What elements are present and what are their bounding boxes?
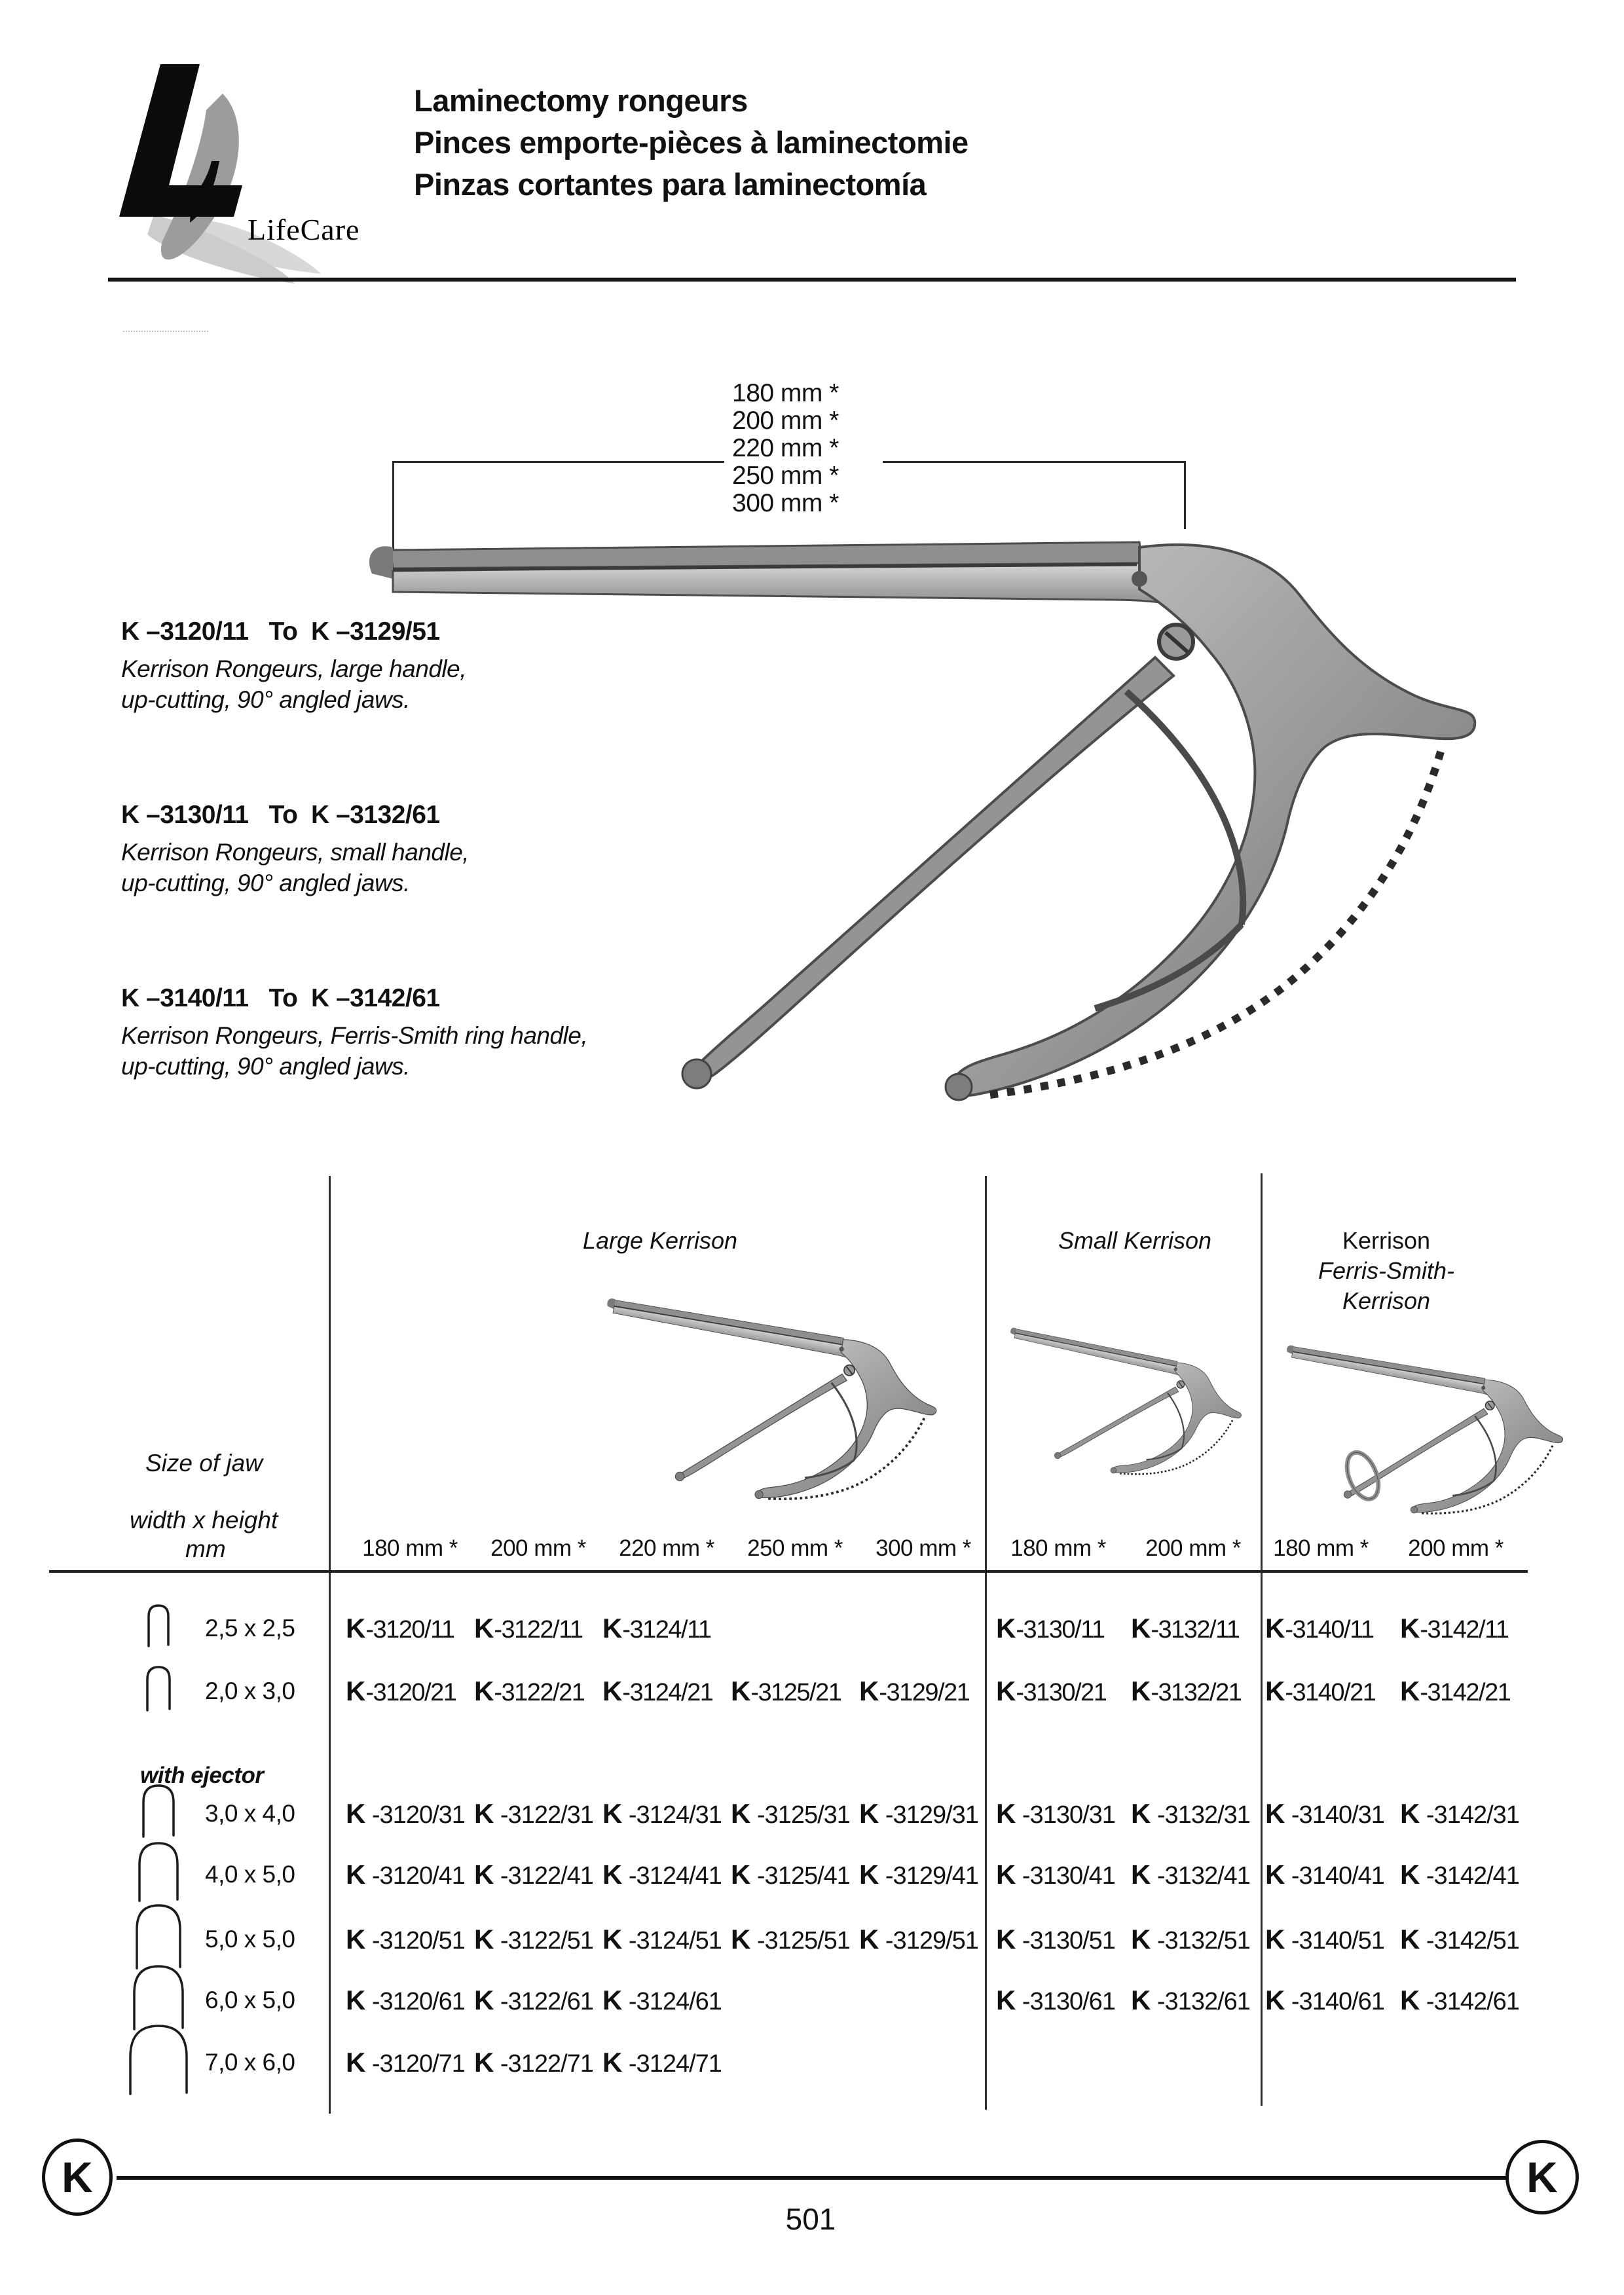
code-suffix: -3129/41: [879, 1862, 978, 1890]
product-code-cell: [602, 1923, 722, 1957]
code-prefix: K: [1265, 1676, 1285, 1706]
code-prefix: K: [1265, 1924, 1285, 1955]
code-prefix: K: [474, 1613, 494, 1643]
code-suffix: -3120/21: [365, 1679, 456, 1706]
footer-rule: [117, 2176, 1506, 2180]
code-prefix: K: [346, 1676, 366, 1706]
code-suffix: -3124/11: [622, 1616, 711, 1643]
jaw-size-label: 5,0 x 5,0: [205, 1926, 295, 1953]
small-kerrison-image: [987, 1308, 1243, 1570]
code-prefix: K: [1131, 1798, 1151, 1829]
code-prefix: K: [859, 1798, 879, 1829]
product-code-cell: [1400, 1675, 1510, 1709]
code-suffix: -3120/71: [365, 2050, 465, 2078]
product-code-cell: [1265, 1612, 1374, 1646]
code-prefix: K: [474, 1985, 494, 2015]
product-code-cell: [731, 1923, 850, 1957]
column-header: 180 mm *: [362, 1535, 458, 1561]
size-of-jaw-label: Size of jaw: [145, 1450, 263, 1477]
product-code-cell: [602, 1612, 711, 1646]
code-suffix: -3140/11: [1285, 1616, 1374, 1643]
code-suffix: -3125/41: [750, 1862, 850, 1890]
product-code-cell: [731, 1858, 850, 1892]
jaw-profile-icon: [145, 1664, 172, 1713]
product-code-cell: [996, 1612, 1105, 1646]
code-prefix: K: [1131, 1676, 1151, 1706]
code-suffix: -3142/21: [1420, 1679, 1511, 1706]
length-label: 250 mm *: [732, 462, 839, 490]
code-suffix: -3120/41: [365, 1862, 465, 1890]
code-prefix: K: [474, 1676, 494, 1706]
code-suffix: -3140/21: [1285, 1679, 1376, 1706]
table-divider-2: [985, 1176, 987, 2110]
code-prefix: K: [474, 1924, 494, 1955]
product-code-cell: [1400, 1612, 1509, 1646]
code-prefix: K: [474, 2047, 494, 2078]
code-prefix: K: [996, 1859, 1016, 1890]
code-suffix: -3130/21: [1016, 1679, 1107, 1706]
code-suffix: -3142/51: [1420, 1927, 1519, 1955]
code-suffix: -3140/41: [1285, 1862, 1384, 1890]
product-code-cell: [346, 1984, 465, 2018]
product-code-cell: [1131, 1612, 1240, 1646]
code-suffix: -3125/31: [750, 1801, 850, 1829]
product-code-cell: [602, 1797, 722, 1831]
code-suffix: -3130/41: [1016, 1862, 1115, 1890]
product-code-cell: [346, 2046, 465, 2080]
column-header: 180 mm *: [1010, 1535, 1106, 1561]
product-desc-line2: up-cutting, 90° angled jaws.: [121, 1053, 410, 1080]
code-prefix: K: [1265, 1859, 1285, 1890]
code-prefix: K: [1400, 1924, 1420, 1955]
length-label: 200 mm *: [732, 407, 839, 435]
product-code-range: K –3140/11 To K –3142/61: [121, 984, 440, 1012]
product-code-cell: [859, 1923, 978, 1957]
code-suffix: -3120/31: [365, 1801, 465, 1829]
page-title-en: Laminectomy rongeurs: [414, 83, 748, 118]
code-prefix: K: [1131, 1924, 1151, 1955]
code-prefix: K: [1400, 1613, 1420, 1643]
product-code-cell: [996, 1675, 1106, 1709]
tab-letter-right: K: [1505, 2140, 1579, 2214]
product-code-cell: [474, 1984, 593, 2018]
code-suffix: -3120/11: [365, 1616, 454, 1643]
product-code-range: K –3120/11 To K –3129/51: [121, 617, 440, 646]
code-suffix: -3142/41: [1420, 1862, 1519, 1890]
product-code-cell: [731, 1797, 850, 1831]
page-title-es: Pinzas cortantes para laminectomía: [414, 167, 927, 202]
code-prefix: K: [346, 1798, 366, 1829]
code-suffix: -3129/21: [879, 1679, 970, 1706]
code-suffix: -3130/51: [1016, 1927, 1115, 1955]
code-prefix: K: [996, 1676, 1016, 1706]
product-code-cell: [346, 1675, 456, 1709]
code-prefix: K: [1265, 1613, 1285, 1643]
length-label: 300 mm *: [732, 489, 839, 517]
bracket-line-right: [883, 461, 1185, 463]
product-code-cell: [602, 2046, 722, 2080]
code-suffix: -3122/21: [494, 1679, 585, 1706]
product-code-cell: [1265, 1675, 1375, 1709]
product-code-cell: [1131, 1858, 1250, 1892]
jaw-profile-icon: [141, 1783, 176, 1839]
code-prefix: K: [602, 1859, 623, 1890]
with-ejector-label: with ejector: [140, 1763, 264, 1788]
column-header: 300 mm *: [876, 1535, 971, 1561]
product-code-cell: [474, 1675, 584, 1709]
code-prefix: K: [602, 1613, 623, 1643]
code-prefix: K: [1131, 1985, 1151, 2015]
code-suffix: -3124/21: [622, 1679, 713, 1706]
mm-label: mm: [185, 1535, 226, 1562]
code-suffix: -3125/51: [750, 1927, 850, 1955]
bracket-line-left: [393, 461, 724, 463]
code-suffix: -3124/61: [622, 1988, 722, 2015]
code-suffix: -3125/21: [750, 1679, 841, 1706]
code-suffix: -3124/31: [622, 1801, 722, 1829]
code-suffix: -3120/61: [365, 1988, 465, 2015]
product-code-cell: [474, 1612, 583, 1646]
code-suffix: -3124/41: [622, 1862, 722, 1890]
product-desc-line1: Kerrison Rongeurs, large handle,: [121, 655, 466, 682]
column-header: 200 mm *: [490, 1535, 586, 1561]
code-suffix: -3129/31: [879, 1801, 978, 1829]
length-label: 180 mm *: [732, 379, 839, 407]
code-suffix: -3132/11: [1151, 1616, 1240, 1643]
code-prefix: K: [996, 1985, 1016, 2015]
product-code-cell: [1400, 1797, 1519, 1831]
jaw-size-label: 2,0 x 3,0: [205, 1678, 295, 1704]
product-code-cell: [346, 1797, 465, 1831]
product-code-cell: [996, 1923, 1115, 1957]
column-header: 180 mm *: [1273, 1535, 1369, 1561]
code-suffix: -3142/61: [1420, 1988, 1519, 2015]
product-code-cell: [996, 1797, 1115, 1831]
product-code-cell: [1265, 1858, 1384, 1892]
code-prefix: K: [346, 1859, 366, 1890]
product-code-cell: [996, 1984, 1115, 2018]
code-suffix: -3142/11: [1420, 1616, 1509, 1643]
product-code-cell: [1400, 1858, 1519, 1892]
product-code-cell: [346, 1923, 465, 1957]
code-suffix: -3122/51: [494, 1927, 593, 1955]
product-code-cell: [346, 1612, 454, 1646]
code-suffix: -3140/61: [1285, 1988, 1384, 2015]
group-label: Kerrison: [1342, 1227, 1431, 1254]
code-suffix: -3140/51: [1285, 1927, 1384, 1955]
jaw-profile-icon: [134, 1903, 183, 1971]
code-prefix: K: [731, 1798, 751, 1829]
code-prefix: K: [1400, 1798, 1420, 1829]
code-suffix: -3120/51: [365, 1927, 465, 1955]
code-prefix: K: [731, 1859, 751, 1890]
product-code-cell: [474, 1858, 593, 1892]
product-code-cell: [474, 2046, 593, 2080]
code-suffix: -3122/71: [494, 2050, 593, 2078]
jaw-size-label: 6,0 x 5,0: [205, 1987, 295, 2013]
code-prefix: K: [1265, 1798, 1285, 1829]
jaw-profile-icon: [146, 1603, 171, 1649]
code-suffix: -3122/41: [494, 1862, 593, 1890]
code-prefix: K: [602, 1798, 623, 1829]
lifecare-logo: [85, 58, 439, 284]
code-prefix: K: [474, 1859, 494, 1890]
code-suffix: -3132/41: [1151, 1862, 1250, 1890]
code-suffix: -3124/51: [622, 1927, 722, 1955]
column-header: 200 mm *: [1145, 1535, 1241, 1561]
code-suffix: -3142/31: [1420, 1801, 1519, 1829]
code-prefix: K: [1131, 1859, 1151, 1890]
page-title-fr: Pinces emporte-pièces à laminectomie: [414, 125, 969, 160]
product-desc-line1: Kerrison Rongeurs, small handle,: [121, 839, 470, 866]
product-code-cell: [859, 1797, 978, 1831]
width-height-label: width x height: [130, 1507, 278, 1533]
jaw-size-label: 3,0 x 4,0: [205, 1800, 295, 1827]
code-suffix: -3130/31: [1016, 1801, 1115, 1829]
tab-letter-left: K: [42, 2139, 113, 2216]
code-prefix: K: [474, 1798, 494, 1829]
code-prefix: K: [859, 1924, 879, 1955]
code-prefix: K: [1265, 1985, 1285, 2015]
product-code-cell: [602, 1675, 712, 1709]
code-suffix: -3132/61: [1151, 1988, 1250, 2015]
code-prefix: K: [602, 1985, 623, 2015]
code-prefix: K: [346, 1924, 366, 1955]
jaw-profile-icon: [132, 1964, 185, 2032]
product-code-cell: [731, 1675, 841, 1709]
code-suffix: -3122/61: [494, 1988, 593, 2015]
scan-artifact: [123, 331, 208, 332]
code-prefix: K: [346, 1613, 366, 1643]
product-code-cell: [474, 1923, 593, 1957]
code-prefix: K: [346, 1985, 366, 2015]
code-prefix: K: [859, 1859, 879, 1890]
product-code-cell: [474, 1797, 593, 1831]
product-code-cell: [1131, 1797, 1250, 1831]
code-suffix: -3132/21: [1151, 1679, 1242, 1706]
code-prefix: K: [346, 2047, 366, 2078]
group-label: Ferris-Smith-: [1318, 1257, 1454, 1284]
product-code-cell: [1131, 1923, 1250, 1957]
product-code-cell: [602, 1984, 722, 2018]
length-label: 220 mm *: [732, 434, 839, 462]
product-code-cell: [859, 1858, 978, 1892]
code-suffix: -3129/51: [879, 1927, 978, 1955]
product-desc-line2: up-cutting, 90° angled jaws.: [121, 870, 410, 896]
product-code-cell: [1131, 1984, 1250, 2018]
code-prefix: K: [1400, 1985, 1420, 2015]
jaw-profile-icon: [128, 2023, 189, 2097]
product-code-cell: [996, 1858, 1115, 1892]
column-header: 220 mm *: [619, 1535, 714, 1561]
code-suffix: -3140/31: [1285, 1801, 1384, 1829]
code-suffix: -3122/31: [494, 1801, 593, 1829]
group-label: Large Kerrison: [582, 1227, 738, 1254]
code-suffix: -3132/31: [1151, 1801, 1250, 1829]
code-prefix: K: [602, 1924, 623, 1955]
product-desc-line2: up-cutting, 90° angled jaws.: [121, 686, 410, 713]
column-header: 200 mm *: [1408, 1535, 1504, 1561]
product-code-cell: [602, 1858, 722, 1892]
jaw-size-label: 7,0 x 6,0: [205, 2049, 295, 2076]
product-code-cell: [1265, 1984, 1384, 2018]
group-label: Kerrison: [1342, 1287, 1431, 1314]
product-code-cell: [1265, 1797, 1384, 1831]
code-suffix: -3132/51: [1151, 1927, 1250, 1955]
code-prefix: K: [602, 1676, 623, 1706]
product-code-cell: [346, 1858, 465, 1892]
code-suffix: -3124/71: [622, 2050, 722, 2078]
column-header: 250 mm *: [747, 1535, 843, 1561]
code-prefix: K: [996, 1924, 1016, 1955]
group-label: Small Kerrison: [1058, 1227, 1212, 1254]
code-prefix: K: [996, 1798, 1016, 1829]
product-code-cell: [1400, 1984, 1519, 2018]
jaw-size-label: 2,5 x 2,5: [205, 1615, 295, 1642]
product-code-range: K –3130/11 To K –3132/61: [121, 801, 440, 829]
jaw-size-label: 4,0 x 5,0: [205, 1861, 295, 1888]
code-prefix: K: [1400, 1859, 1420, 1890]
product-code-cell: [1265, 1923, 1384, 1957]
code-prefix: K: [602, 2047, 623, 2078]
product-code-cell: [859, 1675, 969, 1709]
page-number: 501: [785, 2202, 836, 2236]
code-prefix: K: [996, 1613, 1016, 1643]
jaw-profile-icon: [137, 1841, 180, 1903]
bracket-tick-right: [1184, 461, 1186, 529]
table-divider-1: [329, 1176, 331, 2114]
code-prefix: K: [731, 1924, 751, 1955]
code-prefix: K: [859, 1676, 879, 1706]
product-code-cell: [1131, 1675, 1241, 1709]
product-code-cell: [1400, 1923, 1519, 1957]
product-desc-line1: Kerrison Rongeurs, Ferris-Smith ring handle,: [121, 1022, 588, 1049]
header-rule: [108, 278, 1516, 282]
code-suffix: -3122/11: [494, 1616, 583, 1643]
code-prefix: K: [731, 1676, 751, 1706]
code-prefix: K: [1131, 1613, 1151, 1643]
code-prefix: K: [1400, 1676, 1420, 1706]
brand-wordmark: LifeCare: [248, 213, 360, 246]
code-suffix: -3130/11: [1016, 1616, 1105, 1643]
code-suffix: -3130/61: [1016, 1988, 1115, 2015]
